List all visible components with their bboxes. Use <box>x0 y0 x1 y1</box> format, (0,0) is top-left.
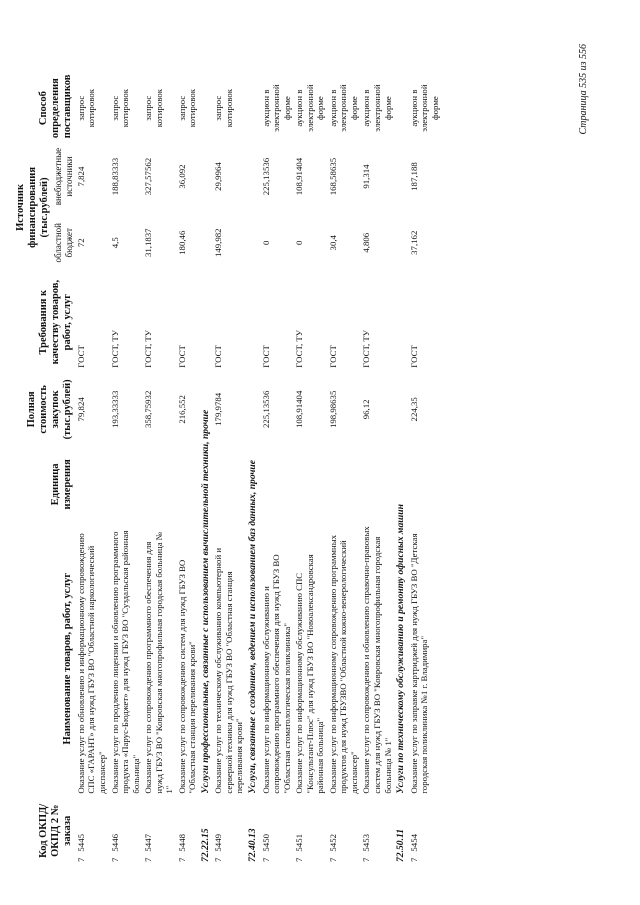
order-prefix: 7 <box>260 857 271 862</box>
order-prefix: 7 <box>213 857 224 862</box>
item-unit <box>142 448 176 521</box>
procurement-plan-table <box>14 75 441 865</box>
table-row <box>142 75 176 865</box>
item-unit <box>212 448 246 521</box>
order-code <box>294 800 305 862</box>
item-method: запрос котировок <box>176 89 198 128</box>
header-funding-extra: внебюджетные источники <box>53 147 74 206</box>
order-code-cell <box>360 797 394 865</box>
order-number: 5446 <box>109 834 120 852</box>
item-unit <box>109 448 143 521</box>
order-prefix: 7 <box>408 857 419 862</box>
page-number: Страница 535 из 556 <box>578 44 589 135</box>
item-funding-regional: 30,4 <box>327 235 338 251</box>
section-title: Услуги профессиональные, связанные с использованием вычислительной техники, прочие <box>199 409 211 794</box>
header-funding-regional: областной бюджет <box>53 223 74 263</box>
item-name: Оказание услуг по продлению лицензии и обновлению программного продукта «Парус-Бюджет» для нужд ГБУЗ ВО "Суздальская районная больница" <box>109 530 141 794</box>
item-funding-extra: 187,188 <box>408 162 419 191</box>
order-code-cell <box>327 797 361 865</box>
item-name: Оказание услуг по информационному сопровождению программных продуктов для нужд ГБУЗВО "Областной кожно-венерологический диспансер" <box>327 534 359 794</box>
item-requirements: ГОСТ <box>408 345 419 368</box>
item-name: Оказание услуг по информационному обслуживанию СПС "Консультант-Плюс" для нужд ГБУЗ ВО "Новоалександровская районная больница" <box>294 554 326 794</box>
order-code <box>143 800 154 862</box>
item-unit <box>293 448 327 521</box>
order-prefix: 7 <box>143 857 154 862</box>
order-number: 5445 <box>75 834 86 852</box>
section-title: Услуги, связанные с созданием, ведением и использованием баз данных, прочие <box>247 459 259 794</box>
table-row <box>408 75 442 865</box>
table-row <box>176 75 199 865</box>
item-requirements: ГОСТ <box>75 345 86 368</box>
header-funding: Источник финансирования (тыс.рублей) <box>15 166 51 248</box>
item-funding-extra: 168,58635 <box>327 157 338 196</box>
order-prefix: 7 <box>109 857 120 862</box>
order-number: 5447 <box>143 834 154 852</box>
section-title: Услуги по техническому обслуживанию и ремонту офисных машин <box>395 504 407 794</box>
item-method: аукцион в электронной форме <box>408 84 440 132</box>
item-name: Оказание услуг по информационному обслуживанию и сопровождению программного обеспечения для нужд ГБУЗ ВО "Областная стоматологическая поликлиника" <box>260 554 292 794</box>
order-code-cell <box>293 797 327 865</box>
order-code <box>177 800 188 862</box>
order-code <box>261 800 272 862</box>
item-cost: 224,35 <box>408 397 419 422</box>
order-number: 5449 <box>213 834 224 852</box>
item-funding-extra: 108,91404 <box>294 157 305 196</box>
table-body <box>75 75 441 865</box>
item-name: Оказание услуг по сопровождению программного обеспечения для нужд ГБУЗ ВО "Ковровская многопрофильная городская больница № 1" <box>143 531 175 794</box>
item-funding-extra: 91,314 <box>361 164 372 189</box>
section-code: 72.40.13 <box>247 828 259 862</box>
table-row <box>75 75 109 865</box>
section-code: 72.22.15 <box>199 828 211 862</box>
section-header-row <box>394 75 408 865</box>
item-method: аукцион в электронной форме <box>361 84 393 132</box>
order-prefix: 7 <box>176 857 187 862</box>
item-cost: 96,12 <box>361 399 372 420</box>
item-cost: 79,824 <box>75 397 86 422</box>
item-method: запрос котировок <box>109 89 131 128</box>
section-header-row <box>246 75 260 865</box>
item-method: аукцион в электронной форме <box>327 84 359 132</box>
item-funding-extra: 188,83333 <box>109 157 120 196</box>
order-code <box>76 800 87 862</box>
item-funding-extra: 327,57562 <box>143 157 154 196</box>
header-method: Способ определения поставщиков <box>37 74 73 139</box>
header-requirements: Требования к качеству товаров, работ, услуг <box>37 279 73 365</box>
table-row <box>293 75 327 865</box>
order-number: 5452 <box>327 834 338 852</box>
item-name: Оказание услуг по техническому обслуживанию компьютерной и серверной техники для нужд ГБУЗ ВО "Областная станция переливания крови" <box>213 547 245 794</box>
item-cost: 198,98635 <box>327 390 338 429</box>
order-number: 5454 <box>408 834 419 852</box>
item-requirements: ГОСТ, ТУ <box>143 330 154 368</box>
item-requirements: ГОСТ, ТУ <box>294 330 305 368</box>
item-requirements: ГОСТ, ТУ <box>361 330 372 368</box>
table-row <box>212 75 246 865</box>
order-number: 5448 <box>176 834 187 852</box>
item-method: аукцион в электронной форме <box>294 84 326 132</box>
item-cost: 108,91404 <box>294 390 305 429</box>
item-requirements: ГОСТ <box>213 345 224 368</box>
order-number: 5451 <box>294 834 305 852</box>
item-method: запрос котировок <box>75 89 97 128</box>
item-requirements: ГОСТ, ТУ <box>109 330 120 368</box>
item-funding-extra: 7,824 <box>75 166 86 187</box>
item-name: Оказание услуг по сопровождению систем для нужд ГБУЗ ВО "Областная станция переливания крови" <box>176 559 198 794</box>
item-cost: 193,33333 <box>109 390 120 429</box>
item-funding-extra: 36,092 <box>176 164 187 189</box>
item-funding-regional: 180,46 <box>176 230 187 255</box>
order-prefix: 7 <box>294 857 305 862</box>
item-funding-regional: 4,806 <box>361 232 372 253</box>
order-code <box>409 800 420 862</box>
item-name: Оказание услуг по обновлению и информационному сопровождению СПС «ГАРАНТ» для нужд ГБУЗ ВО "Областной наркологический диспансер" <box>75 533 107 794</box>
table-header <box>14 75 75 865</box>
header-cost: Полная стоимость закупок (тыс.рублей) <box>25 379 73 440</box>
item-requirements: ГОСТ <box>327 345 338 368</box>
item-method: аукцион в электронной форме <box>260 84 292 132</box>
table-row <box>360 75 394 865</box>
order-number: 5453 <box>361 834 372 852</box>
table-row <box>260 75 294 865</box>
order-code-cell <box>75 797 109 865</box>
section-code: 72.50.11 <box>395 828 407 862</box>
order-code <box>213 800 224 862</box>
item-cost: 358,75932 <box>143 390 154 429</box>
item-method: запрос котировок <box>213 89 234 128</box>
table-row <box>109 75 143 865</box>
order-prefix: 7 <box>327 857 338 862</box>
item-funding-regional: 0 <box>260 240 271 245</box>
item-funding-regional: 149,982 <box>213 228 224 258</box>
item-funding-extra: 29,9964 <box>213 162 224 191</box>
item-unit <box>327 448 361 521</box>
item-funding-regional: 31,1837 <box>143 228 154 258</box>
order-number: 5450 <box>260 834 271 852</box>
order-code-cell <box>109 797 143 865</box>
order-code-cell <box>212 797 246 865</box>
item-funding-regional: 4,5 <box>109 237 120 249</box>
order-code-cell <box>176 797 199 865</box>
item-funding-regional: 0 <box>294 240 305 245</box>
item-unit <box>75 448 109 521</box>
header-name: Наименование товаров, работ, услуг <box>61 572 73 745</box>
item-method: запрос котировок <box>143 89 164 128</box>
order-code-cell <box>260 797 294 865</box>
table-row <box>327 75 361 865</box>
item-funding-regional: 37,162 <box>408 230 419 255</box>
item-name: Оказание услуг по заправке картриджей для нужд ГБУЗ ВО "Детская городская поликлиника №1 г. Владимира" <box>408 533 430 794</box>
order-code-cell <box>408 797 442 865</box>
item-cost: 216,552 <box>176 395 187 424</box>
order-code-cell <box>142 797 176 865</box>
order-code <box>110 800 121 862</box>
item-funding-regional: 72 <box>75 238 86 248</box>
header-code: Код ОКПД/ ОКПД 2 № заказа <box>37 803 73 858</box>
item-name: Оказание услуг по сопровождению и обновлению справочно-правовых систем для нужд ГБУЗ ВО "Ковровская многопрофильная городская больница № 1" <box>361 526 393 794</box>
header-unit: Единица измерения <box>49 459 73 510</box>
item-unit <box>360 448 394 521</box>
item-unit <box>408 448 442 521</box>
item-unit <box>176 448 199 521</box>
item-requirements: ГОСТ <box>176 345 187 368</box>
order-prefix: 7 <box>75 857 86 862</box>
item-requirements: ГОСТ <box>260 345 271 368</box>
order-code <box>328 800 339 862</box>
item-funding-extra: 225,13536 <box>260 157 271 196</box>
item-cost: 179,9784 <box>213 392 224 426</box>
order-code <box>361 800 372 862</box>
order-prefix: 7 <box>361 857 372 862</box>
item-unit <box>260 448 294 521</box>
section-header-row <box>199 75 213 865</box>
item-cost: 225,13536 <box>260 390 271 429</box>
